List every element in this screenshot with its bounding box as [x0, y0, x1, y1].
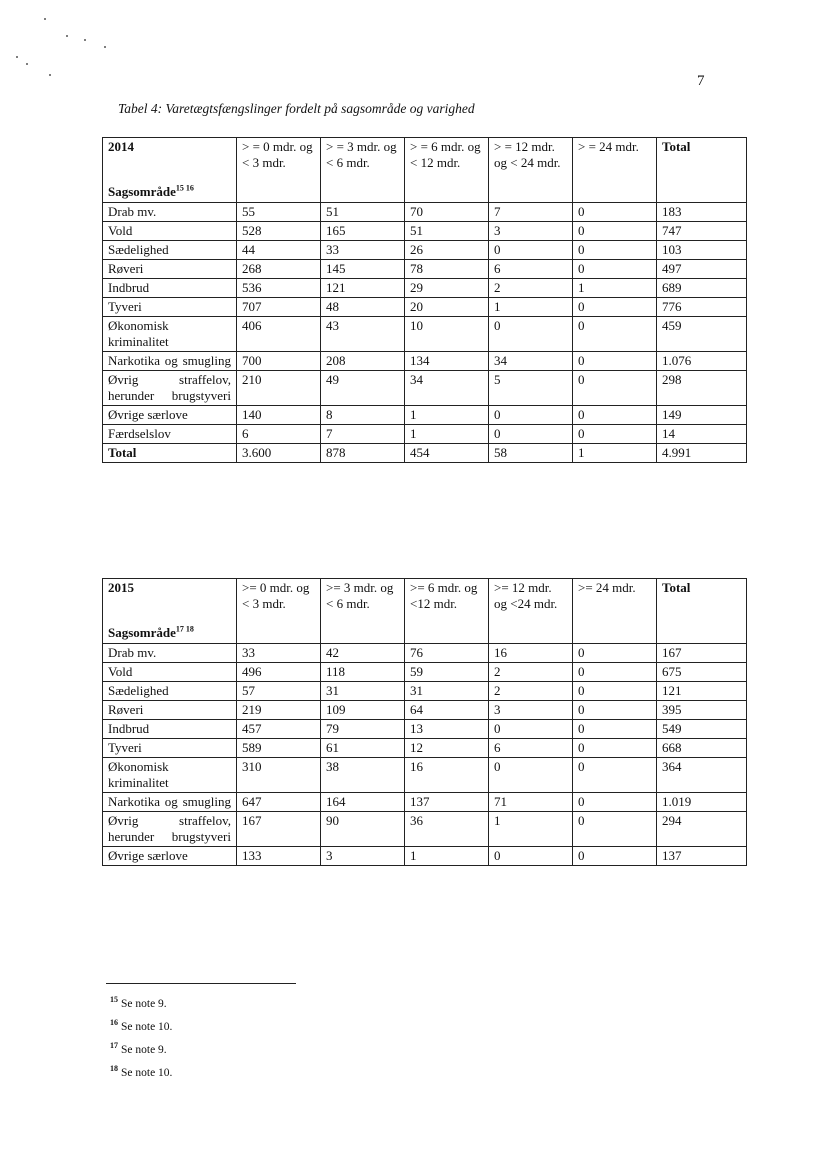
area-footnote-marks: 17 18: [175, 624, 194, 634]
data-cell: 0: [573, 371, 657, 406]
data-cell: 165: [321, 222, 405, 241]
column-header: >= 0 mdr. og < 3 mdr.: [237, 579, 321, 644]
row-label: Vold: [103, 663, 237, 682]
scan-speck: [26, 63, 28, 65]
data-cell: 0: [573, 812, 657, 847]
scan-speck: [66, 35, 68, 37]
data-cell: 12: [405, 739, 489, 758]
data-cell: 0: [489, 406, 573, 425]
row-label: Indbrud: [103, 279, 237, 298]
data-cell: 268: [237, 260, 321, 279]
row-label: Indbrud: [103, 720, 237, 739]
data-cell: 0: [573, 663, 657, 682]
table-row: [103, 847, 747, 866]
data-cell: 707: [237, 298, 321, 317]
row-total-cell: 675: [657, 663, 747, 682]
data-cell: 0: [573, 793, 657, 812]
data-cell: 16: [405, 758, 489, 793]
table-2014: [102, 137, 747, 463]
data-cell: 536: [237, 279, 321, 298]
column-header: >= 24 mdr.: [573, 579, 657, 644]
area-footnote-marks: 15 16: [175, 183, 194, 193]
row-label: Øvrige særlove: [103, 406, 237, 425]
data-cell: 140: [237, 406, 321, 425]
scan-speck: [16, 56, 18, 58]
table-body-2015: [103, 644, 747, 866]
data-cell: 1: [405, 847, 489, 866]
data-cell: 0: [573, 847, 657, 866]
row-label: Vold: [103, 222, 237, 241]
data-cell: 0: [573, 682, 657, 701]
row-total-cell: 183: [657, 203, 747, 222]
data-cell: 457: [237, 720, 321, 739]
data-cell: 31: [321, 682, 405, 701]
row-label: Røveri: [103, 701, 237, 720]
data-cell: 70: [405, 203, 489, 222]
data-cell: 2: [489, 279, 573, 298]
area-label: Sagsområde: [108, 625, 176, 640]
data-cell: 10: [405, 317, 489, 352]
table-row: [103, 793, 747, 812]
data-cell: 0: [573, 203, 657, 222]
row-label: Øvrig straffelov, herunder brugstyveri: [103, 371, 237, 406]
row-label: Øvrig straffelov, herunder brugstyveri: [103, 812, 237, 847]
column-header-total: Total: [657, 138, 747, 203]
data-cell: 528: [237, 222, 321, 241]
data-cell: 0: [489, 720, 573, 739]
data-cell: 44: [237, 241, 321, 260]
scan-speck: [84, 39, 86, 41]
footnote: [110, 1041, 172, 1064]
table-row: [103, 758, 747, 793]
row-label: Narkotika og smugling: [103, 352, 237, 371]
data-cell: 0: [489, 317, 573, 352]
data-cell: 0: [573, 758, 657, 793]
row-label: Økonomisk kriminalitet: [103, 317, 237, 352]
data-cell: 13: [405, 720, 489, 739]
page-number: 7: [697, 73, 705, 89]
row-total-cell: 459: [657, 317, 747, 352]
data-cell: 78: [405, 260, 489, 279]
footnote-mark: 18: [110, 1064, 118, 1073]
data-cell: 51: [405, 222, 489, 241]
data-cell: 3: [489, 222, 573, 241]
data-cell: 90: [321, 812, 405, 847]
table-row: [103, 663, 747, 682]
column-header: > = 6 mdr. og < 12 mdr.: [405, 138, 489, 203]
data-cell: 1: [489, 298, 573, 317]
data-cell: 55: [237, 203, 321, 222]
row-total-cell: 294: [657, 812, 747, 847]
data-cell: 878: [321, 444, 405, 463]
data-cell: 700: [237, 352, 321, 371]
data-cell: 496: [237, 663, 321, 682]
header-area-cell: [103, 138, 237, 203]
data-cell: 71: [489, 793, 573, 812]
row-label: Tyveri: [103, 298, 237, 317]
data-cell: 167: [237, 812, 321, 847]
row-label: Narkotika og smugling: [103, 793, 237, 812]
scan-speck: [49, 74, 51, 76]
data-cell: 8: [321, 406, 405, 425]
data-cell: 3: [321, 847, 405, 866]
data-cell: 1: [573, 444, 657, 463]
data-cell: 7: [489, 203, 573, 222]
data-cell: 3.600: [237, 444, 321, 463]
row-total-cell: 747: [657, 222, 747, 241]
table-year: 2015: [108, 580, 134, 595]
table-header-row: [103, 138, 747, 203]
data-cell: 310: [237, 758, 321, 793]
table-row: [103, 682, 747, 701]
table-row: [103, 352, 747, 371]
data-cell: 34: [405, 371, 489, 406]
data-cell: 49: [321, 371, 405, 406]
data-cell: 0: [573, 406, 657, 425]
footnote-mark: 17: [110, 1041, 118, 1050]
data-cell: 20: [405, 298, 489, 317]
data-cell: 121: [321, 279, 405, 298]
data-cell: 33: [237, 644, 321, 663]
row-total-cell: 776: [657, 298, 747, 317]
data-cell: 2: [489, 663, 573, 682]
data-cell: 16: [489, 644, 573, 663]
row-total-cell: 167: [657, 644, 747, 663]
row-total-cell: 549: [657, 720, 747, 739]
table-2015: [102, 578, 747, 866]
data-cell: 454: [405, 444, 489, 463]
table-row: [103, 241, 747, 260]
row-label: Sædelighed: [103, 682, 237, 701]
data-cell: 0: [489, 241, 573, 260]
footnote-text: Se note 10.: [121, 1066, 173, 1079]
data-cell: 0: [573, 352, 657, 371]
table-row: [103, 222, 747, 241]
footnote: [110, 1064, 172, 1087]
data-cell: 133: [237, 847, 321, 866]
data-cell: 0: [573, 425, 657, 444]
data-cell: 219: [237, 701, 321, 720]
data-cell: 1: [405, 425, 489, 444]
data-cell: 0: [573, 317, 657, 352]
footnote: [110, 1018, 172, 1041]
column-header: > = 24 mdr.: [573, 138, 657, 203]
data-cell: 2: [489, 682, 573, 701]
data-cell: 0: [573, 720, 657, 739]
data-cell: 57: [237, 682, 321, 701]
table-body-2014: [103, 203, 747, 463]
row-label: Drab mv.: [103, 203, 237, 222]
column-header: >= 12 mdr. og <24 mdr.: [489, 579, 573, 644]
data-cell: 31: [405, 682, 489, 701]
data-cell: 59: [405, 663, 489, 682]
row-total-cell: 137: [657, 847, 747, 866]
row-total-cell: 497: [657, 260, 747, 279]
data-cell: 42: [321, 644, 405, 663]
data-cell: 5: [489, 371, 573, 406]
row-label: Færdselslov: [103, 425, 237, 444]
row-label: Tyveri: [103, 739, 237, 758]
table-row: [103, 317, 747, 352]
data-cell: 64: [405, 701, 489, 720]
data-cell: 6: [237, 425, 321, 444]
footnote-text: Se note 9.: [121, 997, 167, 1010]
data-cell: 1: [573, 279, 657, 298]
area-header: [108, 625, 194, 641]
row-total-cell: 298: [657, 371, 747, 406]
row-label: Øvrige særlove: [103, 847, 237, 866]
row-total-cell: 395: [657, 701, 747, 720]
data-cell: 43: [321, 317, 405, 352]
data-cell: 61: [321, 739, 405, 758]
data-cell: 6: [489, 739, 573, 758]
data-cell: 118: [321, 663, 405, 682]
data-cell: 34: [489, 352, 573, 371]
data-cell: 76: [405, 644, 489, 663]
table-row: [103, 298, 747, 317]
data-cell: 589: [237, 739, 321, 758]
data-cell: 38: [321, 758, 405, 793]
table-row: [103, 720, 747, 739]
data-cell: 7: [321, 425, 405, 444]
data-cell: 0: [489, 847, 573, 866]
table-row: [103, 644, 747, 663]
row-total-cell: 103: [657, 241, 747, 260]
data-cell: 58: [489, 444, 573, 463]
footnote-mark: 15: [110, 995, 118, 1004]
row-total-cell: 1.019: [657, 793, 747, 812]
row-total-cell: 1.076: [657, 352, 747, 371]
row-total-cell: 689: [657, 279, 747, 298]
data-cell: 208: [321, 352, 405, 371]
data-cell: 1: [489, 812, 573, 847]
table-row: [103, 260, 747, 279]
footnotes: [110, 995, 172, 1087]
data-cell: 1: [405, 406, 489, 425]
footnote-text: Se note 10.: [121, 1020, 173, 1033]
area-header: [108, 184, 194, 200]
data-cell: 0: [573, 260, 657, 279]
data-cell: 36: [405, 812, 489, 847]
row-total-cell: 121: [657, 682, 747, 701]
data-cell: 145: [321, 260, 405, 279]
row-total-cell: 364: [657, 758, 747, 793]
data-cell: 48: [321, 298, 405, 317]
row-label: Økonomisk kriminalitet: [103, 758, 237, 793]
column-header-total: Total: [657, 579, 747, 644]
header-area-cell: [103, 579, 237, 644]
table-caption: Tabel 4: Varetægtsfængslinger fordelt på sagsområde og varighed: [118, 101, 475, 116]
column-header: >= 3 mdr. og < 6 mdr.: [321, 579, 405, 644]
data-cell: 33: [321, 241, 405, 260]
area-label: Sagsområde: [108, 184, 176, 199]
data-cell: 109: [321, 701, 405, 720]
table-row: [103, 371, 747, 406]
table-row: [103, 406, 747, 425]
table-row: [103, 701, 747, 720]
table-total-row: [103, 444, 747, 463]
data-cell: 647: [237, 793, 321, 812]
column-header: >= 6 mdr. og <12 mdr.: [405, 579, 489, 644]
data-cell: 0: [573, 222, 657, 241]
footnote: [110, 995, 172, 1018]
data-cell: 134: [405, 352, 489, 371]
table-header-row: [103, 579, 747, 644]
data-cell: 0: [573, 241, 657, 260]
data-cell: 164: [321, 793, 405, 812]
column-header: > = 0 mdr. og < 3 mdr.: [237, 138, 321, 203]
data-cell: 0: [573, 644, 657, 663]
data-cell: 0: [573, 298, 657, 317]
row-total-cell: 14: [657, 425, 747, 444]
row-label: Total: [103, 444, 237, 463]
row-label: Røveri: [103, 260, 237, 279]
data-cell: 51: [321, 203, 405, 222]
table-row: [103, 739, 747, 758]
data-cell: 79: [321, 720, 405, 739]
column-header: > = 12 mdr. og < 24 mdr.: [489, 138, 573, 203]
data-cell: 406: [237, 317, 321, 352]
data-cell: 26: [405, 241, 489, 260]
data-cell: 3: [489, 701, 573, 720]
row-label: Drab mv.: [103, 644, 237, 663]
data-cell: 29: [405, 279, 489, 298]
table-year: 2014: [108, 139, 134, 154]
data-cell: 0: [489, 758, 573, 793]
column-header: > = 3 mdr. og < 6 mdr.: [321, 138, 405, 203]
data-cell: 210: [237, 371, 321, 406]
data-cell: 137: [405, 793, 489, 812]
scan-speck: [104, 46, 106, 48]
table-row: [103, 812, 747, 847]
row-total-cell: 149: [657, 406, 747, 425]
data-cell: 0: [573, 739, 657, 758]
row-label: Sædelighed: [103, 241, 237, 260]
data-cell: 0: [573, 701, 657, 720]
row-total-cell: 668: [657, 739, 747, 758]
data-cell: 0: [489, 425, 573, 444]
row-total-cell: 4.991: [657, 444, 747, 463]
footnote-mark: 16: [110, 1018, 118, 1027]
table-row: [103, 279, 747, 298]
footnote-divider: [106, 983, 296, 984]
scan-speck: [44, 18, 46, 20]
data-cell: 6: [489, 260, 573, 279]
table-row: [103, 203, 747, 222]
footnote-text: Se note 9.: [121, 1043, 167, 1056]
table-row: [103, 425, 747, 444]
